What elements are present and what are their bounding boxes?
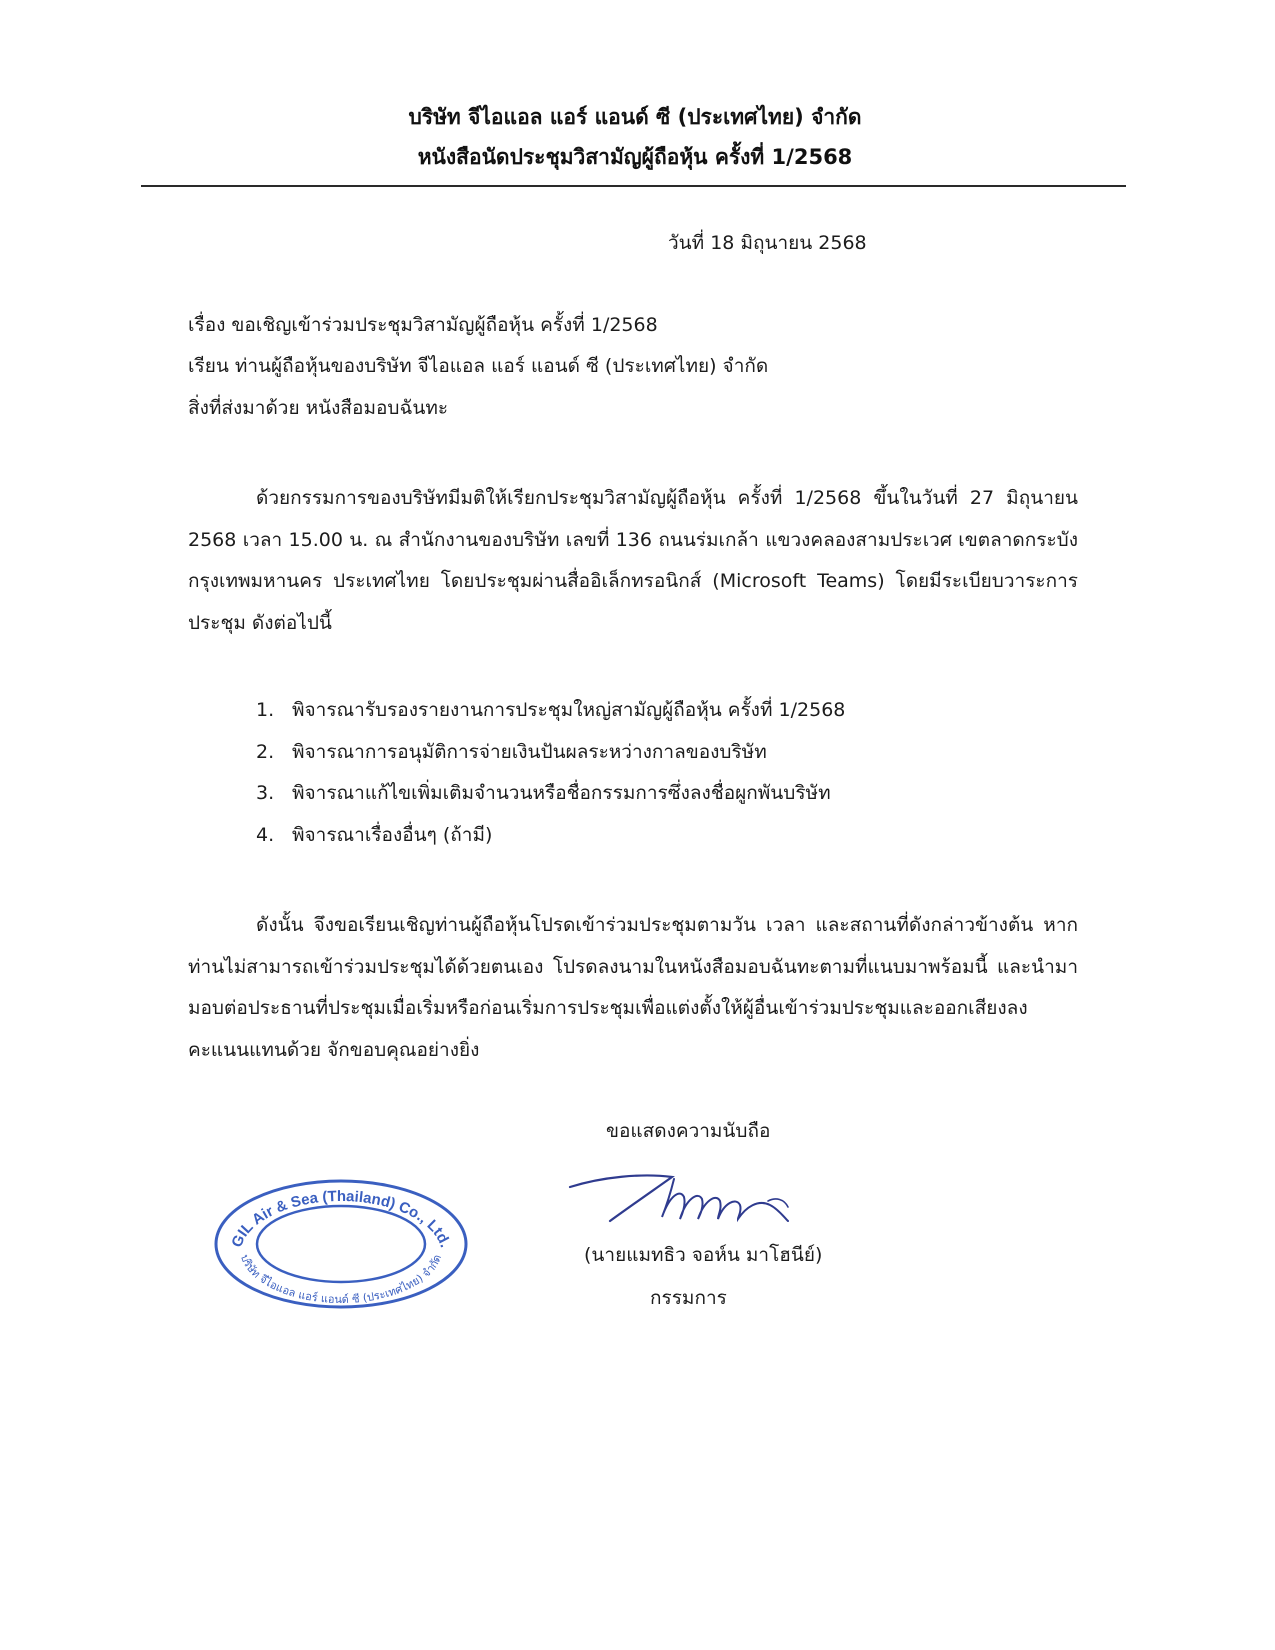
letter-date: วันที่ 18 มิถุนายน 2568 [668,232,867,254]
agenda-item-text: พิจารณาเรื่องอื่นๆ (ถ้ามี) [292,823,493,846]
closing-salutation: ขอแสดงความนับถือ [606,1120,771,1142]
agenda-item-number: 3. [256,782,275,804]
agenda-item [256,773,845,815]
addressee-line: เรียน ท่านผู้ถือหุ้นของบริษัท จีไอแอล แอร์ แอนด์ ซี (ประเทศไทย) จำกัด [188,355,769,377]
company-seal-stamp [210,1175,472,1313]
agenda-item-number: 1. [256,699,275,721]
agenda-list [256,690,845,856]
agenda-item-number: 2. [256,740,275,763]
agenda-item [256,690,845,732]
agenda-item-text: พิจารณารับรองรายงานการประชุมใหญ่สามัญผู้ถือหุ้น ครั้งที่ 1/2568 [292,699,846,721]
signer-name: (นายแมทธิว จอห์น มาโฮนีย์) [584,1244,823,1266]
enclosure-line: สิ่งที่ส่งมาด้วย หนังสือมอบฉันทะ [188,397,449,419]
subject-line: เรื่อง ขอเชิญเข้าร่วมประชุมวิสามัญผู้ถือหุ้น ครั้งที่ 1/2568 [188,314,658,336]
request-paragraph: ดังนั้น จึงขอเรียนเชิญท่านผู้ถือหุ้นโปรดเข้าร่วมประชุมตามวัน เวลา และสถานที่ดังกล่าวข้างต้น หากท่านไม่สามารถเข้าร่วมประชุมได้ด้วยตนเอง โปรดลงนามในหนังสือมอบฉันทะตามที่แนบมาพร้อมนี้ และนำมามอบต่อประธานที่ประชุมเมื่อเริ่มหรือก่อนเริ่มการประชุมเพื่อแต่งตั้งให้ผู้อื่นเข้าร่วมประชุมและออกเสียงลงคะแนนแทนด้วย จักขอบคุณอย่างยิ่ง [188,914,1078,1061]
agenda-item [256,732,845,774]
agenda-item [256,815,845,857]
company-heading: บริษัท จีไอแอล แอร์ แอนด์ ซี (ประเทศไทย) จำกัด [408,105,862,129]
agenda-item-text: พิจารณาแก้ไขเพิ่มเติมจำนวนหรือชื่อกรรมการซึ่งลงชื่อผูกพันบริษัท [292,782,831,804]
handwritten-signature [562,1165,802,1235]
intro-paragraph: ด้วยกรรมการของบริษัทมีมติให้เรียกประชุมวิสามัญผู้ถือหุ้น ครั้งที่ 1/2568 ขึ้นในวันที่ 27 มิถุนายน 2568 เวลา 15.00 น. ณ สำนักงานของบริษัท เลขที่ 136 ถนนร่มเกล้า แขวงคลองสามประเวศ เขตลาดกระบัง กรุงเทพมหานคร ประเทศไทย โดยประชุมผ่านสื่ออิเล็กทรอนิกส์ (Microsoft Teams) โดยมีระเบียบวาระการประชุม ดังต่อไปนี้ [188,487,1078,634]
svg-text:บริษัท จีไอแอล แอร์ แอนด์ ซี (: บริษัท จีไอแอล แอร์ แอนด์ ซี (ประเทศไทย) จำกัด [237,1252,445,1307]
agenda-item-number: 4. [256,823,275,846]
svg-text:GIL Air & Sea (Thailand) Co.,: GIL Air & Sea (Thailand) Co., Ltd. [228,1187,454,1250]
notice-heading: หนังสือนัดประชุมวิสามัญผู้ถือหุ้น ครั้งที่ 1/2568 [417,145,853,169]
header-divider [141,185,1126,187]
signer-title: กรรมการ [650,1287,727,1309]
agenda-item-text: พิจารณาการอนุมัติการจ่ายเงินปันผลระหว่างกาลของบริษัท [292,740,767,763]
